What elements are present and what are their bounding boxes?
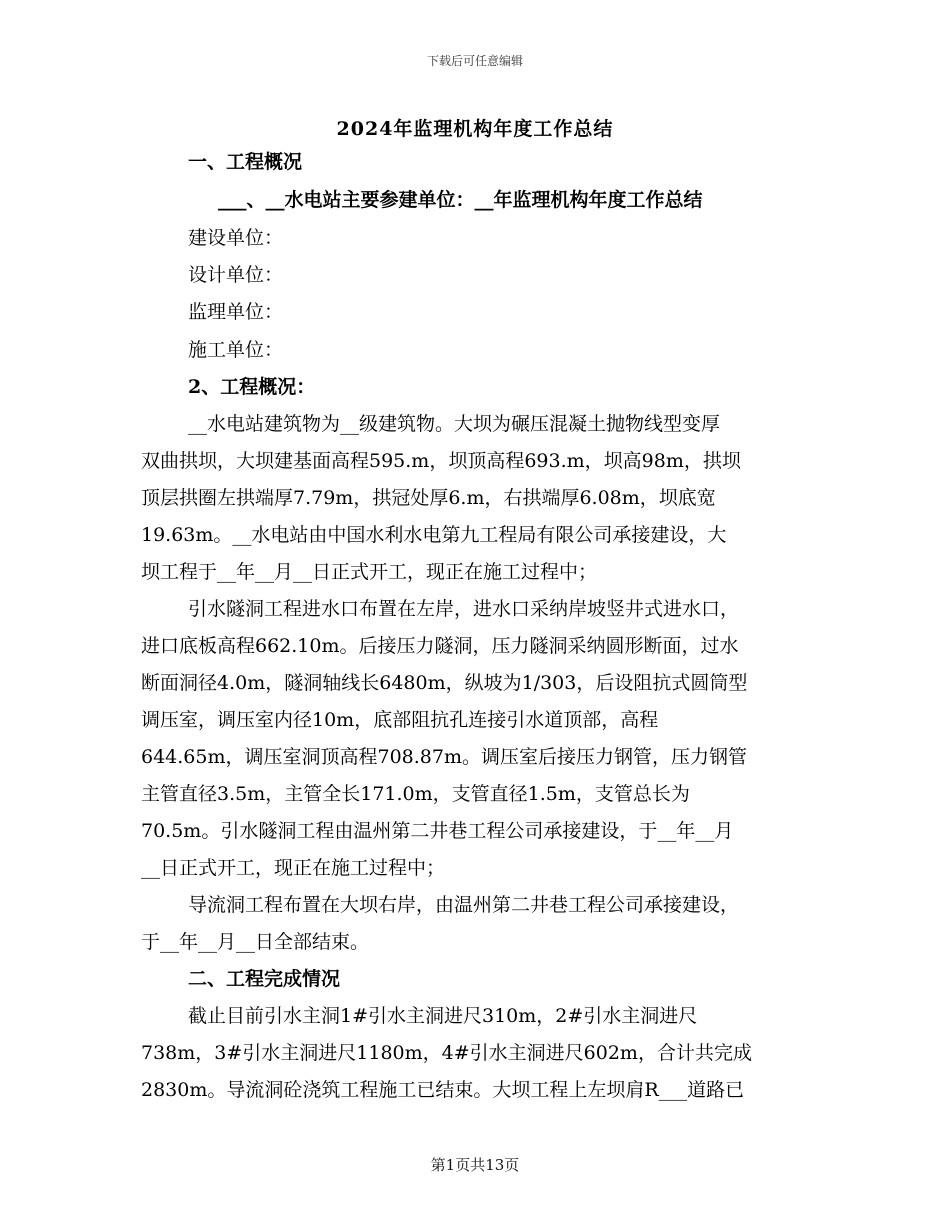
paragraph-line: 引水隧洞工程进水口布置在左岸，进水口采纳岸坡竖井式进水口，: [188, 598, 740, 620]
paragraph-line: 导流洞工程布置在大坝右岸，由温州第二井巷工程公司承接建设，: [188, 894, 740, 916]
participants-heading: ___、__水电站主要参建单位：__年监理机构年度工作总结: [218, 189, 703, 211]
paragraph-line: 644.65m，调压室洞顶高程708.87m。调压室后接压力钢管，压力钢管: [141, 746, 747, 768]
paragraph-line: 于__年__月__日全部结束。: [141, 931, 370, 953]
design-unit-label: 设计单位：: [188, 264, 284, 286]
paragraph-line: __水电站建筑物为__级建筑物。大坝为碾压混凝土抛物线型变厚: [188, 413, 721, 435]
construction-unit-label: 施工单位：: [188, 339, 284, 361]
paragraph-line: 断面洞径4.0m，隧洞轴线长6480m，纵坡为1/303，后设阻抗式圆筒型: [141, 672, 748, 694]
paragraph-line: 调压室，调压室内径10m，底部阻抗孔连接引水道顶部，高程: [141, 709, 659, 731]
paragraph-line: 截止目前引水主洞1#引水主洞进尺310m，2#引水主洞进尺: [188, 1005, 698, 1027]
paragraph-line: 进口底板高程662.10m。后接压力隧洞，压力隧洞采纳圆形断面，过水: [141, 635, 739, 657]
paragraph-line: 主管直径3.5m，主管全长171.0m，支管直径1.5m，支管总长为: [141, 783, 690, 805]
supervision-unit-label: 监理单位：: [188, 301, 284, 323]
document-title: 2024年监理机构年度工作总结: [336, 118, 614, 140]
subsection-heading-overview: 2、工程概况：: [188, 376, 316, 398]
paragraph-line: 738m，3#引水主洞进尺1180m，4#引水主洞进尺602m，合计共完成: [141, 1042, 752, 1064]
paragraph-line: 19.63m。__水电站由中国水利水电第九工程局有限公司承接建设，大: [141, 524, 727, 546]
paragraph-line: 坝工程于__年__月__日正式开工，现正在施工过程中；: [141, 561, 598, 583]
page-footer: 第1页共13页: [430, 1156, 520, 1174]
section-heading-overview: 一、工程概况: [188, 151, 303, 173]
paragraph-line: 70.5m。引水隧洞工程由温州第二井巷工程公司承接建设，于__年__月: [141, 820, 734, 842]
header-note: 下载后可任意编辑: [426, 54, 523, 68]
paragraph-line: 顶层拱圈左拱端厚7.79m，拱冠处厚6.m，右拱端厚6.08m，坝底宽: [141, 487, 716, 509]
paragraph-line: __日正式开工，现正在施工过程中；: [141, 857, 446, 879]
section-heading-completion: 二、工程完成情况: [188, 968, 341, 990]
owner-unit-label: 建设单位：: [188, 227, 284, 249]
paragraph-line: 2830m。导流洞砼浇筑工程施工已结束。大坝工程上左坝肩R___道路已: [141, 1079, 745, 1101]
paragraph-line: 双曲拱坝，大坝建基面高程595.m，坝顶高程693.m，坝高98m，拱坝: [141, 450, 741, 472]
